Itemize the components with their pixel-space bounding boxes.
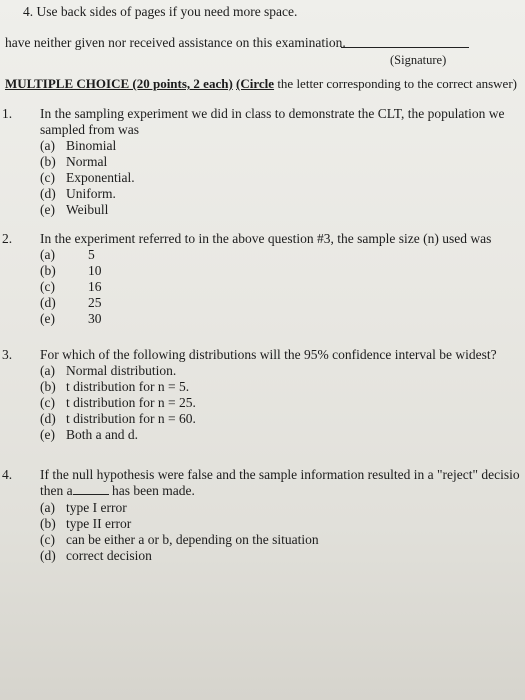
option-letter: (e) bbox=[40, 202, 55, 217]
signature-line bbox=[341, 47, 469, 48]
option-letter: (e) bbox=[40, 427, 55, 442]
section-instruction: the letter corresponding to the correct answer) bbox=[274, 76, 517, 91]
answer-option[interactable] bbox=[40, 154, 107, 170]
question-stem: In the experiment referred to in the above question #3, the sample size (n) used was bbox=[40, 231, 492, 246]
option-text: Normal bbox=[66, 154, 108, 169]
option-letter: (e) bbox=[40, 311, 55, 326]
option-letter: (d) bbox=[40, 411, 56, 426]
question-number: 4. bbox=[2, 467, 13, 482]
question-number: 2. bbox=[2, 231, 13, 246]
question-stem: If the null hypothesis were false and the sample information resulted in a "reject" decisio bbox=[40, 467, 520, 482]
answer-option[interactable] bbox=[40, 170, 135, 186]
option-text: Normal distribution. bbox=[66, 363, 177, 378]
option-text: Exponential. bbox=[66, 170, 135, 185]
option-text: 5 bbox=[88, 247, 95, 262]
option-text: t distribution for n = 60. bbox=[66, 411, 196, 426]
stem-prefix: then a bbox=[40, 483, 73, 498]
answer-option[interactable] bbox=[40, 379, 189, 395]
section-heading bbox=[5, 76, 517, 92]
option-letter: (b) bbox=[40, 263, 56, 278]
answer-option[interactable] bbox=[40, 532, 319, 548]
answer-option[interactable] bbox=[40, 138, 116, 154]
option-text: Both a and d. bbox=[66, 427, 138, 442]
answer-option[interactable] bbox=[40, 500, 127, 516]
option-text: 10 bbox=[88, 263, 102, 278]
option-text: type II error bbox=[66, 516, 132, 531]
question-number: 1. bbox=[2, 106, 13, 121]
instruction-line: 4. Use back sides of pages if you need more space. bbox=[23, 4, 298, 19]
option-letter: (d) bbox=[40, 548, 56, 563]
option-text: 16 bbox=[88, 279, 102, 294]
option-letter: (d) bbox=[40, 295, 56, 310]
option-text: correct decision bbox=[66, 548, 152, 563]
option-text: type I error bbox=[66, 500, 127, 515]
section-circle-word: (Circle bbox=[236, 76, 275, 91]
option-letter: (c) bbox=[40, 170, 55, 185]
option-letter: (b) bbox=[40, 379, 56, 394]
answer-option[interactable] bbox=[40, 395, 196, 411]
option-letter: (d) bbox=[40, 186, 56, 201]
answer-option[interactable] bbox=[40, 295, 102, 311]
option-text: Uniform. bbox=[66, 186, 116, 201]
answer-option[interactable] bbox=[40, 363, 176, 379]
answer-option[interactable] bbox=[40, 279, 102, 295]
answer-option[interactable] bbox=[40, 411, 196, 427]
section-title: MULTIPLE CHOICE (20 points, 2 each) bbox=[5, 76, 233, 91]
option-text: Weibull bbox=[66, 202, 109, 217]
option-letter: (b) bbox=[40, 516, 56, 531]
answer-option[interactable] bbox=[40, 516, 131, 532]
option-text: Binomial bbox=[66, 138, 117, 153]
option-text: 30 bbox=[88, 311, 102, 326]
option-letter: (b) bbox=[40, 154, 56, 169]
answer-option[interactable] bbox=[40, 548, 152, 564]
option-letter: (c) bbox=[40, 395, 55, 410]
option-text: 25 bbox=[88, 295, 102, 310]
option-letter: (a) bbox=[40, 363, 55, 378]
question-stem: In the sampling experiment we did in class to demonstrate the CLT, the population we bbox=[40, 106, 505, 121]
option-letter: (a) bbox=[40, 247, 55, 262]
assistance-statement: have neither given nor received assistance on this examination. bbox=[5, 35, 346, 50]
option-text: can be either a or b, depending on the situation bbox=[66, 532, 319, 547]
question-stem: For which of the following distributions will the 95% confidence interval be widest? bbox=[40, 347, 497, 362]
question-number: 3. bbox=[2, 347, 13, 362]
question-stem: sampled from was bbox=[40, 122, 139, 137]
question-stem-line2 bbox=[40, 483, 195, 499]
answer-option[interactable] bbox=[40, 427, 138, 443]
stem-suffix: has been made. bbox=[108, 483, 195, 498]
answer-option[interactable] bbox=[40, 202, 108, 218]
signature-label: (Signature) bbox=[390, 53, 447, 67]
answer-option[interactable] bbox=[40, 311, 102, 327]
option-text: t distribution for n = 5. bbox=[66, 379, 190, 394]
answer-option[interactable] bbox=[40, 263, 102, 279]
option-letter: (a) bbox=[40, 500, 55, 515]
answer-option[interactable] bbox=[40, 186, 116, 202]
answer-blank bbox=[73, 484, 109, 495]
option-letter: (c) bbox=[40, 532, 55, 547]
option-letter: (c) bbox=[40, 279, 55, 294]
option-letter: (a) bbox=[40, 138, 55, 153]
answer-option[interactable] bbox=[40, 247, 95, 263]
option-text: t distribution for n = 25. bbox=[66, 395, 196, 410]
